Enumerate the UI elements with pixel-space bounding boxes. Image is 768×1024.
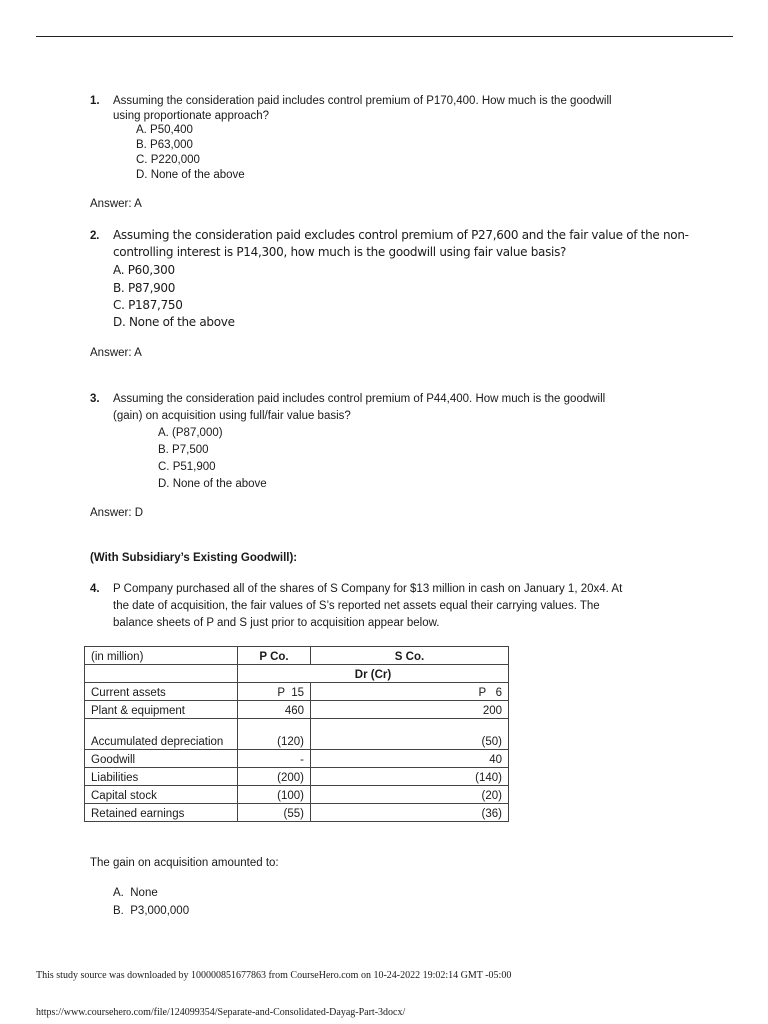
balance-sheet-table	[84, 646, 509, 822]
table-header-cell: S Co.	[311, 647, 509, 665]
row-label: Current assets	[85, 683, 238, 701]
table-header-row	[85, 647, 509, 665]
option: D. None of the above	[136, 169, 245, 181]
table-row	[85, 786, 509, 804]
table-row	[85, 750, 509, 768]
row-label: Capital stock	[85, 786, 238, 804]
row-label: Liabilities	[85, 768, 238, 786]
top-rule	[36, 36, 733, 37]
question-text-line: (gain) on acquisition using full/fair value basis?	[113, 410, 351, 422]
table-subheader-row	[85, 665, 509, 683]
s-value: (140)	[311, 768, 509, 786]
p-value: P 15	[238, 683, 311, 701]
option: C. P220,000	[136, 154, 200, 166]
table-header-cell: P Co.	[238, 647, 311, 665]
p-value: (100)	[238, 786, 311, 804]
question-text-line: Assuming the consideration paid includes control premium of P170,400. How much is the goodwill	[113, 95, 612, 107]
s-value: (36)	[311, 804, 509, 822]
p-value: (120)	[238, 719, 311, 750]
footer-url[interactable]: https://www.coursehero.com/file/124099354/Separate-and-Consolidated-Dayag-Part-3docx/	[36, 1007, 406, 1018]
row-label: Accumulated depreciation	[85, 719, 238, 750]
table-header-cell: (in million)	[85, 647, 238, 665]
option: B. P7,500	[158, 444, 209, 456]
question-text-line: Assuming the consideration paid includes control premium of P44,400. How much is the goodwill	[113, 393, 606, 405]
table-row	[85, 804, 509, 822]
p-value: -	[238, 750, 311, 768]
question-text-line: P Company purchased all of the shares of S Company for $13 million in cash on January 1, 20x4. At	[113, 583, 623, 595]
s-value: 40	[311, 750, 509, 768]
option: D. None of the above	[113, 315, 235, 329]
row-label: Retained earnings	[85, 804, 238, 822]
option: A. P50,400	[136, 124, 193, 136]
question-number: 1.	[90, 95, 100, 107]
table-row	[85, 701, 509, 719]
option: B. P87,900	[113, 281, 176, 295]
answer: Answer: A	[90, 198, 142, 210]
option: B. P3,000,000	[113, 905, 190, 917]
row-label: Goodwill	[85, 750, 238, 768]
section-heading: (With Subsidiary’s Existing Goodwill):	[90, 552, 298, 564]
table-row	[85, 683, 509, 701]
row-label: Plant & equipment	[85, 701, 238, 719]
table-row	[85, 768, 509, 786]
table-cell	[85, 665, 238, 683]
question-text-line: Assuming the consideration paid excludes control premium of P27,600 and the fair value of the non-	[113, 228, 689, 242]
option: A. None	[113, 887, 158, 899]
s-value: 200	[311, 701, 509, 719]
option: B. P63,000	[136, 139, 193, 151]
question-number: 4.	[90, 583, 100, 595]
s-value: (20)	[311, 786, 509, 804]
question-text-line: the date of acquisition, the fair values of S’s reported net assets equal their carrying values. The	[113, 600, 600, 612]
option: A. P60,300	[113, 263, 175, 277]
answer: Answer: A	[90, 347, 142, 359]
option: C. P51,900	[158, 461, 216, 473]
question-prompt: The gain on acquisition amounted to:	[90, 857, 279, 869]
question-number: 2.	[90, 230, 99, 242]
option: D. None of the above	[158, 478, 267, 490]
p-value: (55)	[238, 804, 311, 822]
question-text-line: balance sheets of P and S just prior to acquisition appear below.	[113, 617, 440, 629]
question-text-line: using proportionate approach?	[113, 110, 270, 122]
s-value: (50)	[311, 719, 509, 750]
table-row	[85, 719, 509, 750]
option: C. P187,750	[113, 298, 183, 312]
p-value: 460	[238, 701, 311, 719]
table-subheader-cell: Dr (Cr)	[238, 665, 509, 683]
footer-source-note: This study source was downloaded by 100000851677863 from CourseHero.com on 10-24-2022 19:02:14 GMT -05:00	[36, 970, 512, 981]
answer: Answer: D	[90, 507, 144, 519]
option: A. (P87,000)	[158, 427, 223, 439]
question-number: 3.	[90, 393, 100, 405]
p-value: (200)	[238, 768, 311, 786]
s-value: P 6	[311, 683, 509, 701]
question-text-line: controlling interest is P14,300, how much is the goodwill using fair value basis?	[113, 245, 567, 259]
